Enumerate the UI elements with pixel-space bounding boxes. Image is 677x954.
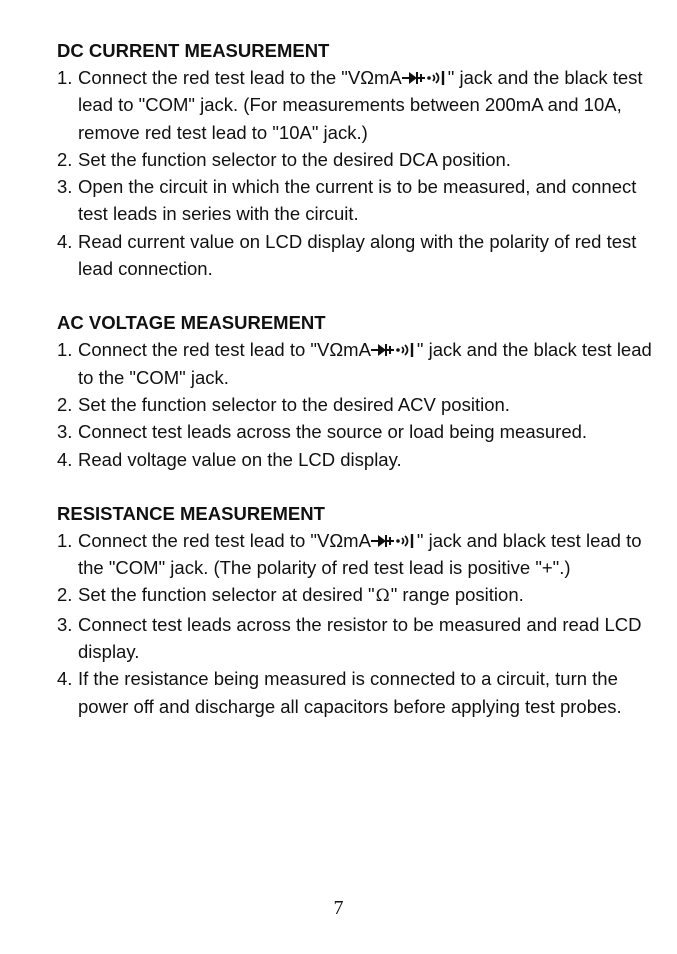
list-item <box>57 391 657 418</box>
ac-voltage-section <box>57 309 657 472</box>
list-item <box>57 173 657 228</box>
step-number: 3. <box>57 176 73 198</box>
section-heading: RESISTANCE MEASUREMENT <box>57 502 325 524</box>
step-number: 4. <box>57 230 73 252</box>
step-text: Read current value on LCD display along with the polarity of red test lead connection. <box>78 230 637 280</box>
list-item <box>57 228 657 283</box>
step-text <box>78 527 657 582</box>
step-text-part: Connect the red test lead to "VΩmA <box>78 529 371 551</box>
step-text <box>78 581 657 610</box>
step-text-part: " jack and the black test lead to the "COM" jack. <box>78 339 652 388</box>
dc-current-section <box>57 37 657 282</box>
step-number: 1. <box>57 529 73 551</box>
list-item <box>57 336 657 391</box>
list-item <box>57 527 657 582</box>
step-text: Set the function selector to the desired DCA position. <box>78 148 511 170</box>
step-list <box>57 336 657 472</box>
page-number: 7 <box>333 897 344 919</box>
diode-continuity-icon <box>371 533 417 549</box>
step-number: 2. <box>57 393 73 415</box>
list-item <box>57 418 657 445</box>
step-text-part: Connect the red test lead to "VΩmA <box>78 339 371 361</box>
step-number: 4. <box>57 668 73 690</box>
step-text: Set the function selector to the desired ACV position. <box>78 393 510 415</box>
step-text: Connect test leads across the source or load being measured. <box>78 421 588 443</box>
step-text-part: " range position. <box>390 584 524 606</box>
step-text: Open the circuit in which the current is to be measured, and connect test leads in series with the circuit. <box>78 176 637 225</box>
step-list <box>57 527 657 720</box>
resistance-section <box>57 500 657 720</box>
list-item <box>57 146 657 173</box>
diode-continuity-icon <box>402 70 448 86</box>
step-text-part: " jack and black test lead to the "COM" jack. (The polarity of red test lead is positive "+".) <box>78 529 642 579</box>
section-heading: AC VOLTAGE MEASUREMENT <box>57 312 326 334</box>
step-text <box>78 336 657 391</box>
section-heading: DC CURRENT MEASUREMENT <box>57 40 330 61</box>
step-text: If the resistance being measured is connected to a circuit, turn the power off and discharge all capacitors before applying test probes. <box>78 668 622 717</box>
step-number: 2. <box>57 584 73 606</box>
step-number: 4. <box>57 448 73 470</box>
step-number: 1. <box>57 67 73 88</box>
list-item <box>57 665 657 720</box>
step-text-part: Set the function selector at desired " <box>78 584 375 606</box>
step-text: Read voltage value on the LCD display. <box>78 448 402 470</box>
manual-page <box>57 37 657 747</box>
ohm-symbol: Ω <box>375 586 390 607</box>
step-text-part: Connect the red test lead to the "VΩmA <box>78 67 402 88</box>
step-number: 2. <box>57 148 73 170</box>
step-text-part: " jack and the black test lead to "COM" jack. (For measurements between 200mA and 10A, remove red test lead to "10A" jack.) <box>78 67 643 143</box>
list-item <box>57 64 657 146</box>
step-list <box>57 64 657 282</box>
diode-continuity-icon <box>371 342 417 358</box>
step-number: 3. <box>57 613 73 635</box>
step-text <box>78 64 657 146</box>
step-number: 3. <box>57 421 73 443</box>
list-item <box>57 581 657 610</box>
list-item <box>57 611 657 666</box>
list-item <box>57 446 657 473</box>
step-number: 1. <box>57 339 73 361</box>
step-text: Connect test leads across the resistor to be measured and read LCD display. <box>78 613 642 663</box>
